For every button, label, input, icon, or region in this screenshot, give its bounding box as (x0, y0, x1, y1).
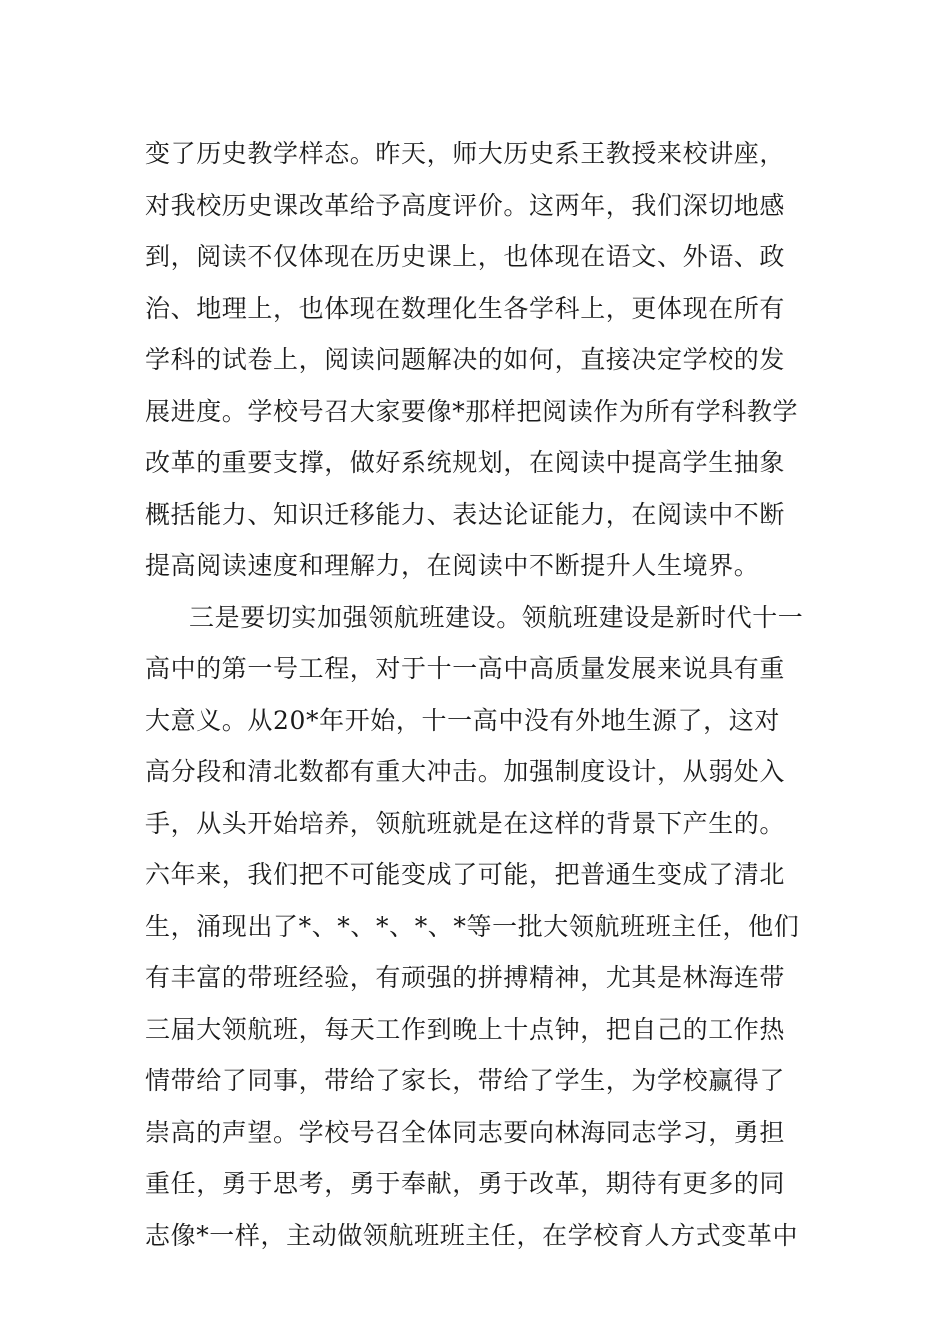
text-line: 高中的第一号工程，对于十一高中高质量发展来说具有重 (145, 654, 786, 683)
text-line: 六年来，我们把不可能变成了可能，把普通生变成了清北 (145, 860, 786, 889)
text-line: 展进度。学校号召大家要像*那样把阅读作为所有学科教学 (145, 396, 799, 426)
text-line: 大意义。从20*年开始，十一高中没有外地生源了，这对 (145, 705, 780, 735)
text-line: 对我校历史课改革给予高度评价。这两年，我们深切地感 (145, 190, 786, 220)
text-line: 高分段和清北数都有重大冲击。加强制度设计，从弱处入 (145, 757, 786, 786)
text-line: 手，从头开始培养，领航班就是在这样的背景下产生的。 (145, 808, 786, 838)
text-line: 三届大领航班，每天工作到晚上十点钟，把自己的工作热 (145, 1014, 786, 1044)
text-line: 改革的重要支撑，做好系统规划，在阅读中提高学生抽象 (145, 448, 786, 477)
text-line: 生，涌现出了*、*、*、*、*等一批大领航班班主任，他们 (145, 911, 800, 941)
text-line: 志像*一样，主动做领航班班主任，在学校育人方式变革中 (145, 1220, 799, 1250)
text-line: 到，阅读不仅体现在历史课上，也体现在语文、外语、政 (145, 242, 786, 271)
text-line: 学科的试卷上，阅读问题解决的如何，直接决定学校的发 (145, 345, 786, 374)
text-line: 情带给了同事，带给了家长，带给了学生，为学校赢得了 (145, 1066, 786, 1095)
text-line: 提高阅读速度和理解力，在阅读中不断提升人生境界。 (145, 551, 760, 580)
text-line: 有丰富的带班经验，有顽强的拼搏精神，尤其是林海连带 (145, 963, 786, 992)
body-text (145, 128, 817, 1261)
text-line: 概括能力、知识迁移能力、表达论证能力，在阅读中不断 (145, 499, 786, 529)
text-line: 治、地理上，也体现在数理化生各学科上，更体现在所有 (145, 293, 786, 323)
text-line: 重任，勇于思考，勇于奉献，勇于改革，期待有更多的同 (145, 1169, 786, 1198)
text-line: 崇高的声望。学校号召全体同志要向林海同志学习，勇担 (145, 1117, 786, 1147)
text-line: 变了历史教学样态。昨天，师大历史系王教授来校讲座， (145, 139, 786, 168)
paragraph-start-line: 三是要切实加强领航班建设。领航班建设是新时代十一 (189, 602, 804, 632)
